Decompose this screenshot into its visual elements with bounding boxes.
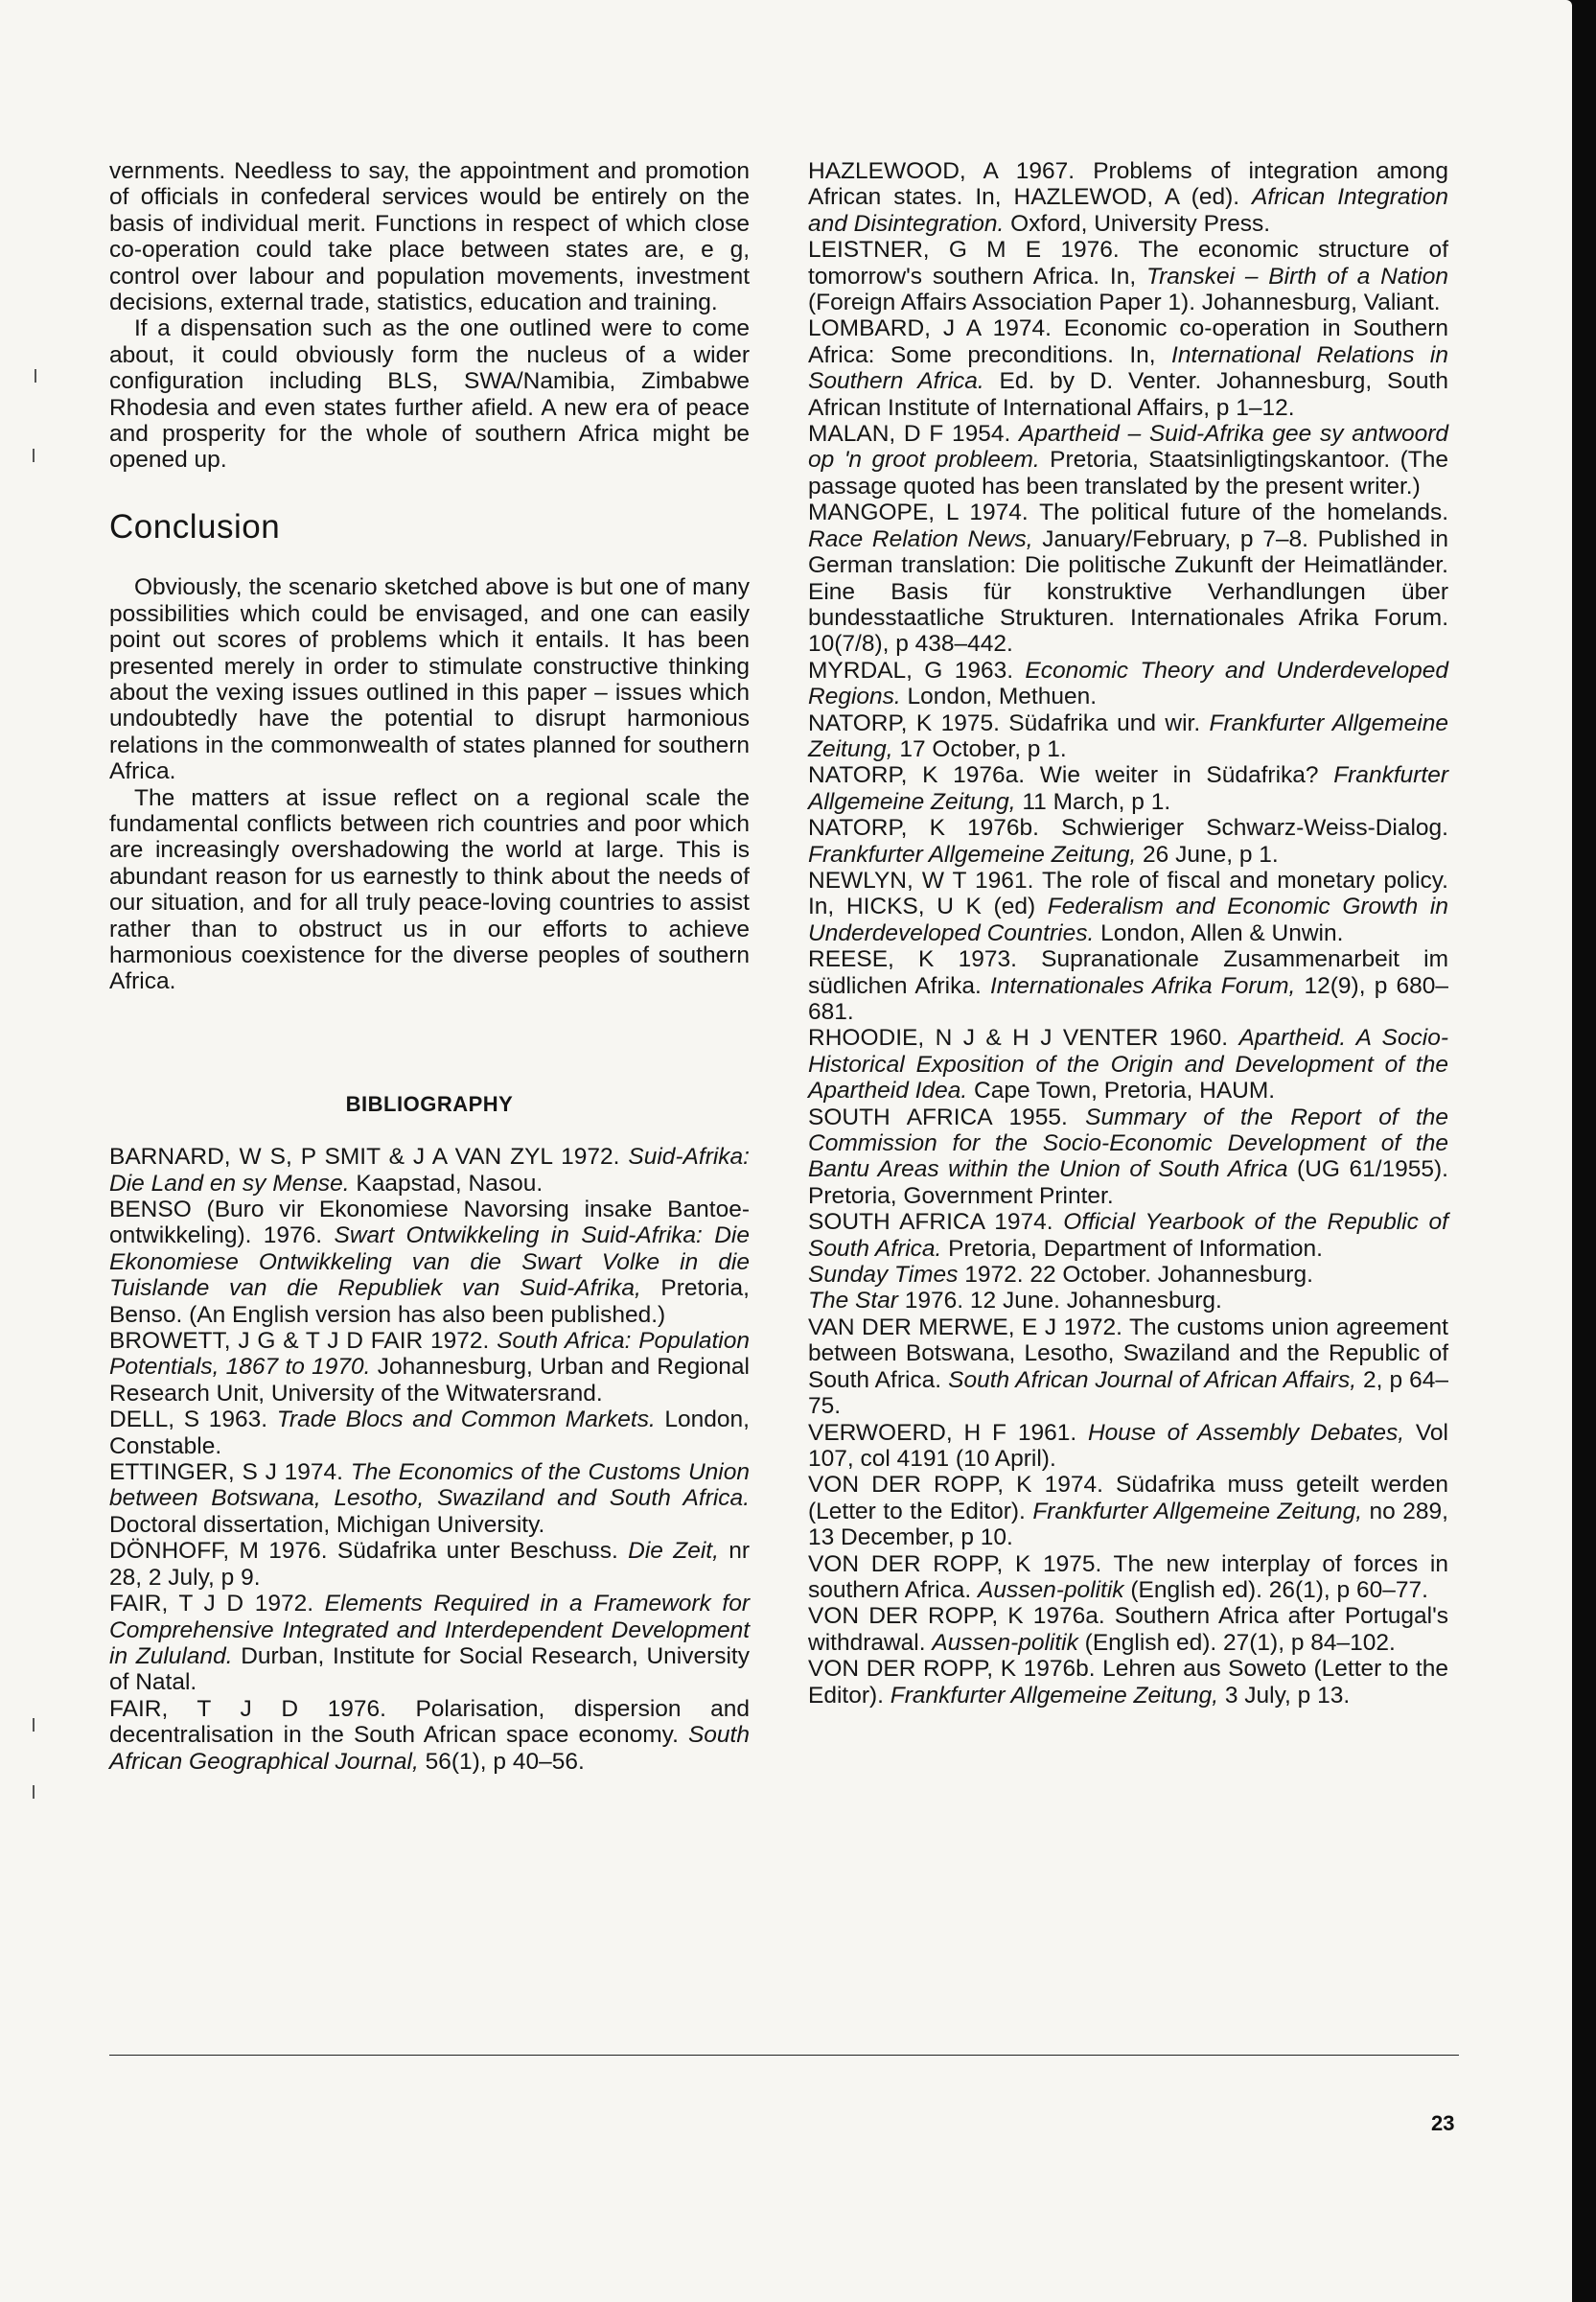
margin-mark [33, 449, 35, 462]
ref-publisher: 17 October, p 1. [892, 735, 1067, 762]
ref-publisher: Ed. by D. Venter. Johannesburg, South African Institute of International Affairs, p 1–12. [808, 368, 1448, 421]
ref-author: MYRDAL, G 1963. [808, 657, 1026, 684]
right-column [808, 158, 1448, 1709]
bibliography-entry [808, 1262, 1448, 1288]
bibliography-entry [808, 1656, 1448, 1709]
ref-publisher: Oxford, University Press. [1004, 210, 1271, 237]
ref-publisher: Cape Town, Pretoria, HAUM. [967, 1078, 1276, 1104]
ref-author: VON DER ROPP, K 1975. The new interplay of forces in southern Africa. [808, 1550, 1448, 1603]
bibliography-entry [109, 1696, 750, 1775]
ref-title: Aussen-politik [932, 1629, 1078, 1656]
bibliography-entry [808, 1603, 1448, 1656]
bibliography-entry [109, 1197, 750, 1328]
ref-author: MALAN, D F 1954. [808, 421, 1019, 448]
bibliography-entry [808, 315, 1448, 421]
bibliography-entry [109, 1591, 750, 1696]
ref-publisher: no 289, 13 December, p 10. [808, 1498, 1448, 1551]
ref-publisher: London, Constable. [109, 1407, 750, 1459]
ref-title: Race Relation News, [808, 525, 1033, 552]
ref-title: Frankfurter Allgemeine Zeitung, [808, 762, 1448, 815]
ref-title: Official Yearbook of the Republic of South Africa. [808, 1209, 1448, 1262]
ref-publisher: Vol 107, col 4191 (10 April). [808, 1419, 1448, 1472]
ref-title: Frankfurter Allgemeine Zeitung, [808, 709, 1448, 762]
bibliography-list-left [109, 1144, 750, 1775]
ref-author: FAIR, T J D 1976. Polarisation, dispersion and decentralisation in the South African space economy. [109, 1695, 750, 1749]
ref-title: The Economics of the Customs Union between Botswana, Lesotho, Swaziland and South Africa. [109, 1459, 750, 1512]
footer-rule [109, 2055, 1459, 2056]
ref-title: Frankfurter Allgemeine Zeitung, [890, 1682, 1219, 1709]
ref-author: VON DER ROPP, K 1974. Südafrika muss geteilt werden (Letter to the Editor). [808, 1472, 1448, 1524]
bibliography-entry [808, 421, 1448, 500]
ref-author: NATORP, K 1976a. Wie weiter in Südafrika? [808, 762, 1334, 789]
ref-title: Sunday Times [808, 1262, 959, 1289]
ref-publisher: 1972. 22 October. Johannesburg. [958, 1262, 1313, 1289]
body-paragraph: vernments. Needless to say, the appointment and promotion of officials in confederal services would be entirely on the basis of individual merit. Functions in respect of which close co-operation could take place between states are, e g, control over labour and population movements, investment decisions, external trade, statistics, education and training. [109, 158, 750, 316]
ref-title: Apartheid – Suid-Afrika gee sy antwoord op 'n groot probleem. [808, 421, 1448, 474]
bibliography-heading: BIBLIOGRAPHY [345, 1091, 514, 1116]
ref-author: NEWLYN, W T 1961. The role of fiscal and monetary policy. In, HICKS, U K (ed) [808, 867, 1448, 920]
ref-title: African Integration and Disintegration. [808, 184, 1448, 237]
bibliography-entry [808, 1025, 1448, 1104]
bibliography-entry [808, 658, 1448, 710]
ref-publisher: Johannesburg, Urban and Regional Research Unit, University of the Witwatersrand. [109, 1354, 750, 1407]
ref-publisher: London, Methuen. [900, 684, 1098, 710]
ref-title: Elements Required in a Framework for Comprehensive Integrated and Interdependent Development in Zululand. [109, 1591, 750, 1669]
ref-title: Transkei – Birth of a Nation [1145, 263, 1448, 290]
ref-title: Summary of the Report of the Commission for the Socio-Economic Development of the Bantu Areas within the Union of South Africa [808, 1104, 1448, 1183]
conclusion-heading: Conclusion [109, 507, 281, 546]
ref-author: DÖNHOFF, M 1976. Südafrika unter Beschuss. [109, 1538, 629, 1565]
ref-publisher: Pretoria, Benso. (An English version has also been published.) [109, 1275, 750, 1328]
bibliography-entry [808, 1472, 1448, 1550]
ref-publisher: 26 June, p 1. [1136, 841, 1279, 868]
ref-title: International Relations in Southern Africa. [808, 341, 1448, 395]
ref-publisher: Pretoria, Staatsinligtingskantoor. (The passage quoted has been translated by the present writer.) [808, 447, 1448, 500]
bibliography-entry [808, 1314, 1448, 1420]
bibliography-entry [808, 1209, 1448, 1262]
ref-publisher: Pretoria, Department of Information. [941, 1235, 1323, 1262]
ref-author: RHOODIE, N J & H J VENTER 1960. [808, 1025, 1239, 1052]
ref-author: HAZLEWOOD, A 1967. Problems of integration among African states. In, HAZLEWOD, A (ed). [808, 158, 1448, 211]
ref-author: BARNARD, W S, P SMIT & J A VAN ZYL 1972. [109, 1144, 629, 1171]
conclusion-paragraph: The matters at issue reflect on a regional scale the fundamental conflicts between rich countries and poor which are increasingly overshadowing the world at large. This is abundant reason for us earnestly to think about the needs of our situation, and for all truly peace-loving countries to assist rather than to obstruct us in our efforts to achieve harmonious coexistence for the diverse peoples of southern Africa. [109, 784, 750, 995]
ref-publisher: London, Allen & Unwin. [1094, 919, 1344, 946]
ref-author: BROWETT, J G & T J D FAIR 1972. [109, 1328, 497, 1355]
bibliography-entry [808, 815, 1448, 868]
ref-author: VON DER ROPP, K 1976b. Lehren aus Soweto (Letter to the Editor). [808, 1656, 1448, 1709]
ref-title: House of Assembly Debates, [1087, 1419, 1405, 1446]
ref-author: DELL, S 1963. [109, 1407, 277, 1433]
bibliography-entry [808, 868, 1448, 946]
ref-publisher: January/February, p 7–8. Published in German translation: Die politische Zukunft der Heimatländer. Eine Basis für konstruktive Verhandlungen über bundesstaatliche Strukturen. Internationales Afrika Forum. 10(7/8), p 438–442. [808, 525, 1448, 658]
ref-publisher: 1976. 12 June. Johannesburg. [897, 1288, 1222, 1314]
ref-publisher: (English ed). 26(1), p 60–77. [1123, 1576, 1428, 1603]
ref-publisher: nr 28, 2 July, p 9. [109, 1538, 751, 1591]
ref-title: South African Geographical Journal, [109, 1722, 750, 1775]
ref-title: Frankfurter Allgemeine Zeitung, [808, 841, 1137, 868]
ref-author: LEISTNER, G M E 1976. The economic structure of tomorrow's southern Africa. In, [808, 237, 1448, 290]
ref-author: NATORP, K 1976b. Schwieriger Schwarz-Weiss-Dialog. [808, 815, 1448, 842]
ref-publisher: 3 July, p 13. [1218, 1682, 1351, 1709]
conclusion-paragraph: Obviously, the scenario sketched above is but one of many possibilities which could be envisaged, and one can easily point out scores of problems which it entails. It has been presented merely in order to stimulate constructive thinking about the vexing issues outlined in this paper – issues which undoubtedly have the potential to disrupt harmonious relations in the commonwealth of states planned for southern Africa. [109, 574, 750, 785]
ref-title: Swart Ontwikkeling in Suid-Afrika: Die Ekonomiese Ontwikkeling van die Swart Volke in die Tuislande van die Republiek van Suid-Afrika, [109, 1222, 750, 1302]
ref-author: VON DER ROPP, K 1976a. Southern Africa after Portugal's withdrawal. [808, 1603, 1448, 1656]
ref-title: Apartheid. A Socio-Historical Exposition of the Origin and Development of the Apartheid Idea. [808, 1025, 1448, 1104]
ref-author: LOMBARD, J A 1974. Economic co-operation in Southern Africa: Some preconditions. In, [808, 315, 1448, 368]
margin-mark [33, 1785, 35, 1799]
ref-author: ETTINGER, S J 1974. [109, 1459, 351, 1486]
left-column [109, 158, 750, 1775]
bibliography-entry [808, 1288, 1448, 1314]
ref-author: BENSO (Buro vir Ekonomiese Navorsing insake Bantoe-ontwikkeling). 1976. [109, 1197, 750, 1249]
ref-publisher: 56(1), p 40–56. [418, 1748, 585, 1775]
ref-author: MANGOPE, L 1974. The political future of the homelands. [808, 500, 1448, 526]
body-paragraph: If a dispensation such as the one outlined were to come about, it could obviously form the nucleus of a wider configuration including BLS, SWA/Namibia, Zimbabwe Rhodesia and even states further afield. A new era of peace and prosperity for the whole of southern Africa might be opened up. [109, 315, 750, 474]
ref-author: SOUTH AFRICA 1974. [808, 1209, 1064, 1236]
bibliography-entry [109, 1459, 750, 1538]
ref-publisher: 2, p 64–75. [808, 1366, 1448, 1420]
ref-author: SOUTH AFRICA 1955. [808, 1104, 1086, 1130]
ref-title: Economic Theory and Underdeveloped Regions. [808, 657, 1448, 710]
ref-title: Internationales Afrika Forum, [989, 972, 1296, 999]
ref-publisher: Durban, Institute for Social Research, University of Natal. [109, 1642, 750, 1696]
bibliography-entry [109, 1144, 750, 1197]
bibliography-entry [808, 1420, 1448, 1473]
bibliography-entry [808, 158, 1448, 237]
ref-publisher: Doctoral dissertation, Michigan University. [109, 1511, 545, 1538]
ref-title: Die Zeit, [628, 1538, 719, 1565]
ref-publisher: (UG 61/1955). Pretoria, Government Printer. [808, 1156, 1448, 1209]
ref-title: South African Journal of African Affairs, [948, 1366, 1357, 1393]
bibliography-entry [109, 1328, 750, 1407]
bibliography-entry [808, 946, 1448, 1025]
margin-mark [35, 369, 36, 383]
bibliography-entry [808, 1551, 1448, 1604]
bibliography-entry [808, 237, 1448, 315]
ref-author: FAIR, T J D 1972. [109, 1591, 325, 1617]
ref-publisher: Kaapstad, Nasou. [349, 1170, 544, 1197]
ref-title: Aussen-politik [978, 1576, 1124, 1603]
page-number: 23 [1431, 2111, 1455, 2135]
ref-publisher: 11 March, p 1. [1015, 788, 1171, 815]
bibliography-entry [808, 500, 1448, 657]
ref-title: Frankfurter Allgemeine Zeitung, [1032, 1498, 1363, 1524]
margin-mark [33, 1718, 35, 1732]
ref-title: The Star [808, 1288, 898, 1314]
bibliography-entry [808, 710, 1448, 763]
ref-author: VAN DER MERWE, E J 1972. The customs union agreement between Botswana, Lesotho, Swaziland and the Republic of South Africa. [808, 1314, 1448, 1393]
bibliography-entry [808, 762, 1448, 815]
ref-author: VERWOERD, H F 1961. [808, 1419, 1088, 1446]
ref-title: Suid-Afrika: Die Land en sy Mense. [109, 1144, 750, 1197]
ref-publisher: (Foreign Affairs Association Paper 1). Johannesburg, Valiant. [808, 290, 1441, 316]
bibliography-entry [808, 1104, 1448, 1210]
bibliography-list-right [808, 158, 1448, 1709]
bibliography-entry [109, 1538, 750, 1591]
bibliography-entry [109, 1407, 750, 1459]
ref-author: NATORP, K 1975. Südafrika und wir. [808, 709, 1210, 736]
ref-publisher: 12(9), p 680–681. [808, 972, 1448, 1025]
ref-author: REESE, K 1973. Supranationale Zusammenarbeit im südlichen Afrika. [808, 946, 1448, 999]
ref-title: Trade Blocs and Common Markets. [276, 1407, 656, 1433]
ref-title: South Africa: Population Potentials, 1867 to 1970. [109, 1328, 751, 1381]
ref-publisher: (English ed). 27(1), p 84–102. [1077, 1629, 1396, 1656]
ref-title: Federalism and Economic Growth in Underdeveloped Countries. [808, 894, 1449, 946]
